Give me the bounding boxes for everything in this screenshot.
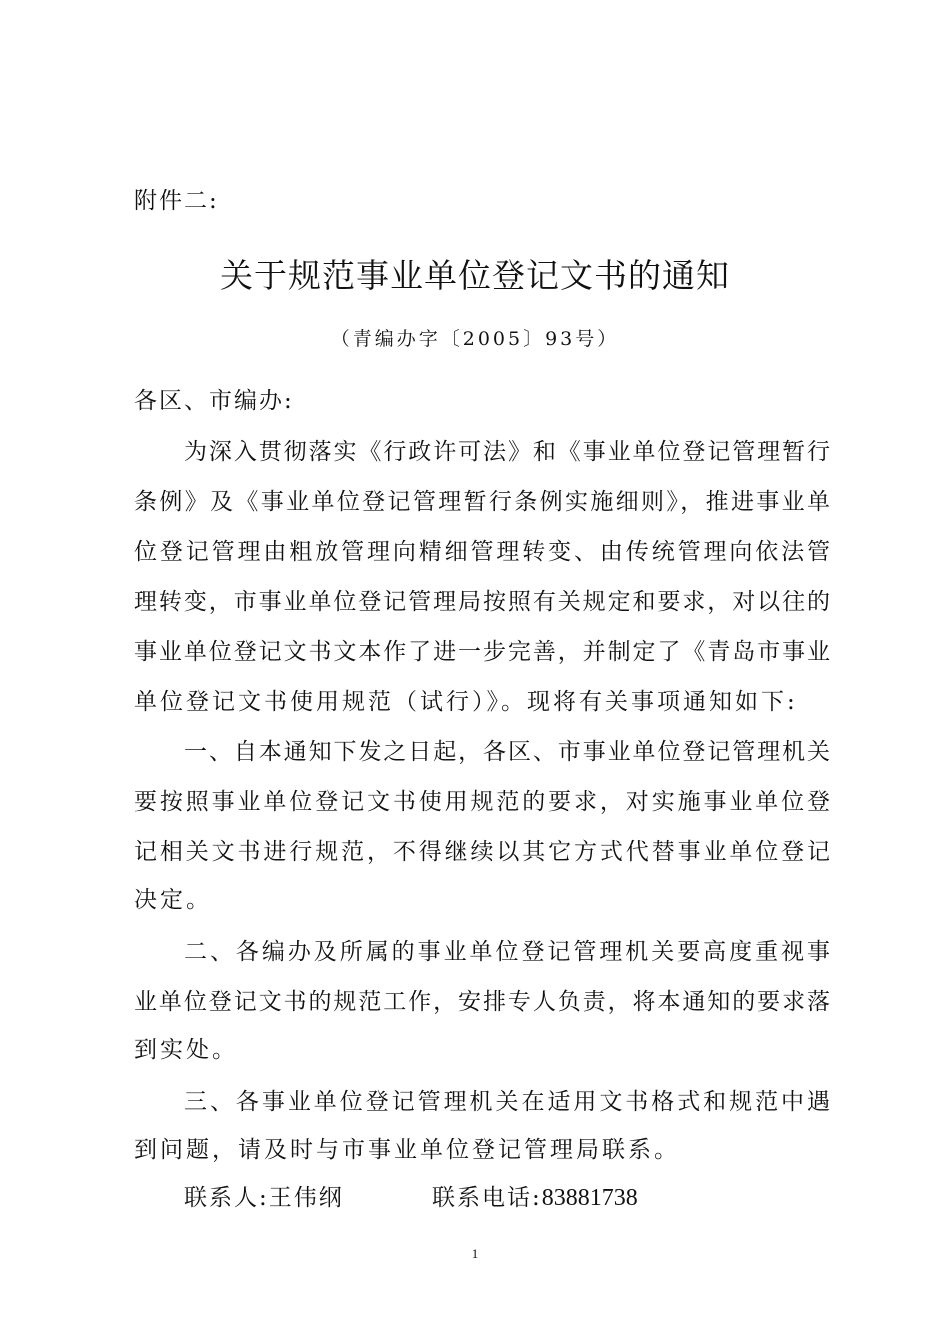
paragraph-2-line-2: 要按照事业单位登记文书使用规范的要求，对实施事业单位登	[134, 789, 830, 815]
contact-person-label: 联系人:	[184, 1185, 269, 1211]
paragraph-2-line-1: 一、自本通知下发之日起，各区、市事业单位登记管理机关	[184, 739, 830, 765]
paragraph-1-line-1: 为深入贯彻落实《行政许可法》和《事业单位登记管理暂行	[184, 439, 830, 465]
paragraph-2-line-4: 决定。	[134, 887, 212, 913]
paragraph-3-line-1: 二、各编办及所属的事业单位登记管理机关要高度重视事	[184, 939, 830, 965]
document-number: （青编办字〔2005〕93号）	[330, 328, 620, 350]
contact-person-name: 王伟纲	[268, 1185, 344, 1211]
contact-phone-label: 联系电话:	[432, 1185, 542, 1211]
paragraph-3-line-3: 到实处。	[134, 1037, 238, 1063]
paragraph-1-line-3: 位登记管理由粗放管理向精细管理转变、由传统管理向依法管	[134, 539, 830, 565]
contact-phone-number: 83881738	[541, 1185, 638, 1211]
paragraph-1-line-2: 条例》及《事业单位登记管理暂行条例实施细则》，推进事业单	[134, 489, 830, 515]
contact-phone	[432, 1178, 638, 1218]
paragraph-3-line-2: 业单位登记文书的规范工作，安排专人负责，将本通知的要求落	[134, 989, 830, 1015]
paragraph-1-line-5: 事业单位登记文书文本作了进一步完善，并制定了《青岛市事业	[134, 639, 830, 665]
paragraph-1-line-4: 理转变，市事业单位登记管理局按照有关规定和要求，对以往的	[134, 589, 830, 615]
paragraph-2-line-3: 记相关文书进行规范，不得继续以其它方式代替事业单位登记	[134, 839, 830, 865]
paragraph-4-line-1: 三、各事业单位登记管理机关在适用文书格式和规范中遇	[184, 1089, 830, 1115]
document-title: 关于规范事业单位登记文书的通知	[220, 256, 730, 295]
paragraph-1-line-6: 单位登记文书使用规范（试行）》。现将有关事项通知如下:	[134, 689, 798, 715]
paragraph-4-line-2: 到问题，请及时与市事业单位登记管理局联系。	[134, 1137, 680, 1163]
page-number: 1	[471, 1246, 479, 1261]
contact-line	[184, 1178, 638, 1218]
attachment-label: 附件二:	[134, 188, 219, 214]
salutation: 各区、市编办:	[134, 388, 294, 414]
